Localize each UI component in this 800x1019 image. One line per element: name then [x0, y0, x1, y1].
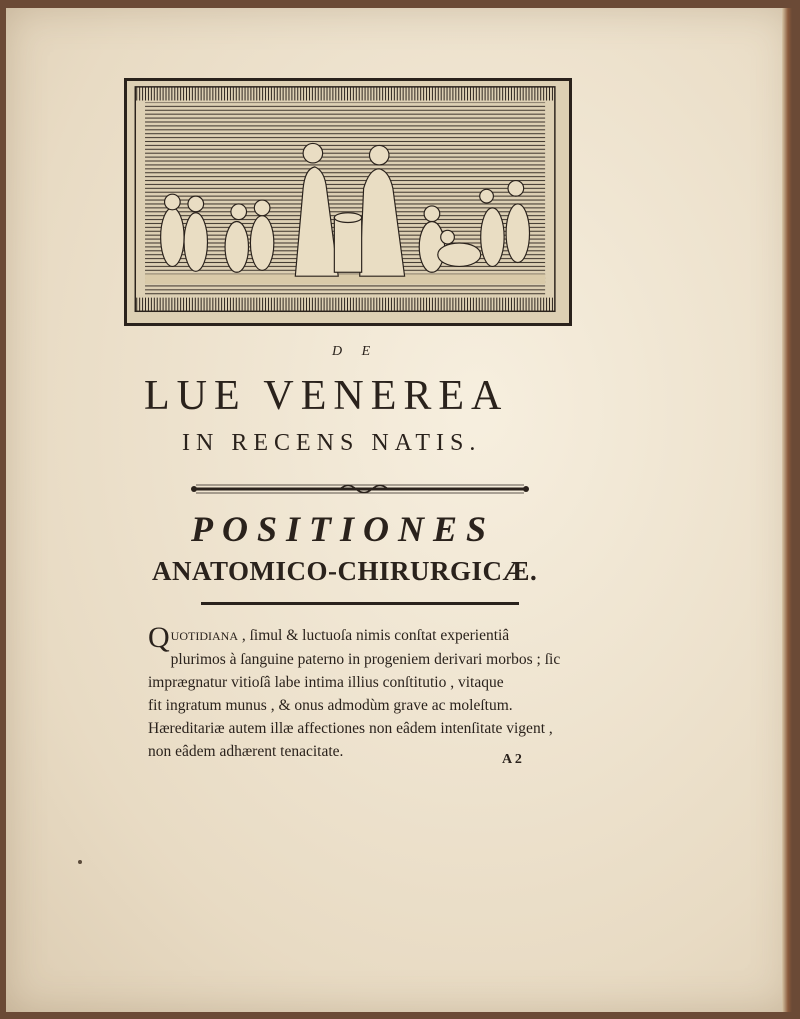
vignette-illustration — [127, 81, 569, 323]
body-line-4: fit ingratum munus , & onus admodùm grave ac moleſtum. — [148, 697, 513, 714]
first-line — [148, 621, 578, 654]
ornamental-rule — [190, 482, 530, 496]
body-line-2: plurimos à ſanguine paterno in progeniem derivari morbos ; ſic — [170, 651, 561, 668]
first-word: UOTIDIANA — [170, 629, 238, 643]
drop-cap: Q — [148, 621, 170, 654]
engraved-vignette — [124, 78, 572, 326]
body-line-5: Hæreditariæ autem illæ affectiones non eâdem intenſitate vigent , — [148, 720, 553, 737]
signature-mark: A 2 — [502, 752, 522, 767]
page-edge — [782, 8, 792, 1012]
body-line-6: non eâdem adhærent tenacitate. — [148, 743, 344, 760]
positiones-heading: POSITIONES — [191, 509, 496, 549]
page-title: LUE VENEREA — [144, 373, 509, 419]
paper-spot — [78, 860, 82, 864]
body-paragraph — [148, 621, 578, 763]
body-line-3: imprægnatur vitioſâ labe intima illius conſtitutio , vitaque — [148, 674, 504, 691]
book-page — [6, 8, 792, 1012]
body-line-1: , ſimul & luctuoſa nimis conſtat experientiâ — [241, 627, 510, 644]
anatomico-heading: ANATOMICO-CHIRURGICÆ. — [152, 556, 538, 586]
divider-rule — [201, 602, 519, 605]
subtitle: IN RECENS NATIS. — [182, 430, 482, 456]
heading-de: D E — [332, 344, 379, 359]
